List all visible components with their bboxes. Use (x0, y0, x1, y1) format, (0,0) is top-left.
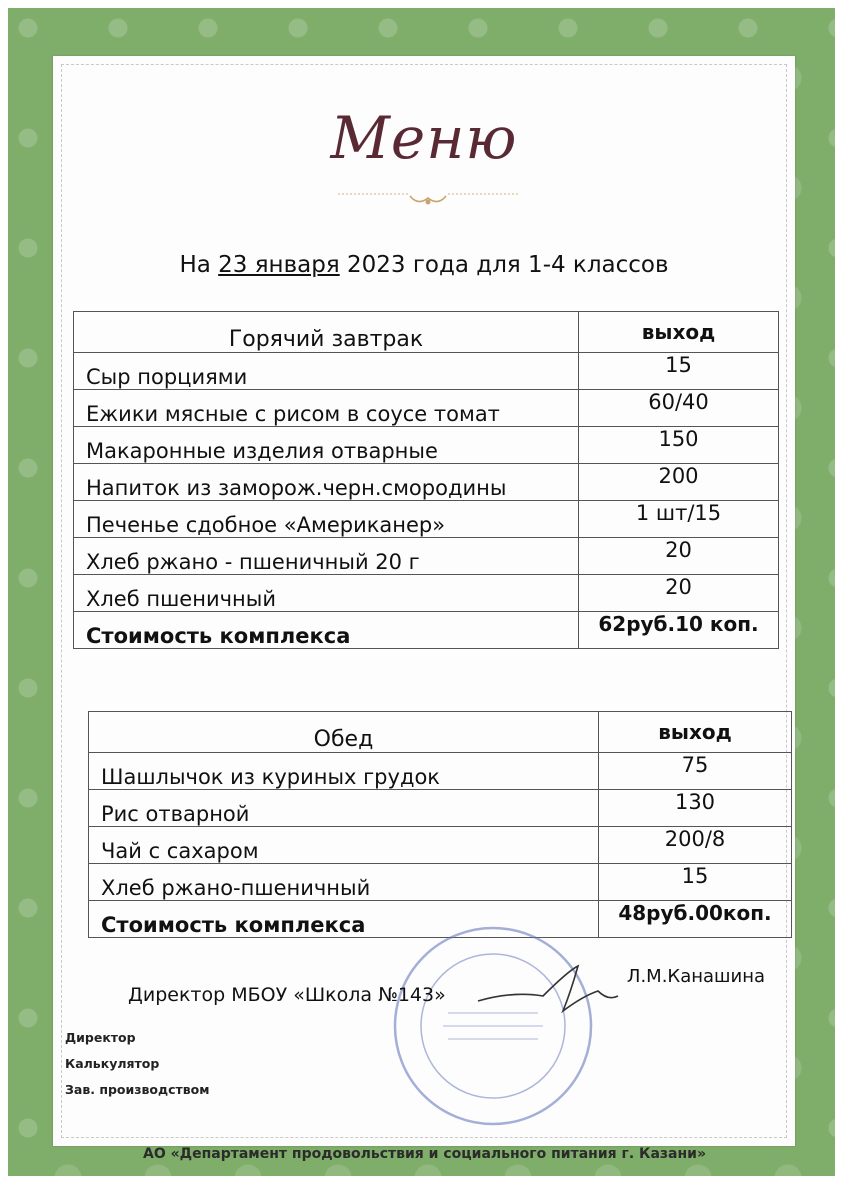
table-row (74, 353, 779, 390)
handwritten-signature (473, 961, 623, 1021)
item-name: Макаронные изделия отварные (74, 427, 579, 464)
item-name: Хлеб ржано - пшеничный 20 г (74, 538, 579, 575)
item-name: Хлеб пшеничный (74, 575, 579, 612)
subtitle-prefix: На (179, 252, 219, 278)
footer-label-production: Зав. производством (65, 1082, 210, 1097)
title-ornament (338, 188, 518, 210)
table-row (74, 427, 779, 464)
item-qty: 20 (579, 538, 779, 575)
footer-label-director: Директор (65, 1030, 136, 1045)
table-row (74, 538, 779, 575)
subtitle-suffix: 2023 года для 1-4 классов (339, 252, 669, 278)
table-row (89, 753, 792, 790)
item-qty: 150 (579, 427, 779, 464)
menu-subtitle (53, 252, 795, 278)
total-label: Стоимость комплекса (74, 612, 579, 649)
table-header-row (74, 312, 779, 353)
total-row (74, 612, 779, 649)
item-qty: 1 шт/15 (579, 501, 779, 538)
table-row (74, 464, 779, 501)
table-row (89, 790, 792, 827)
item-qty: 15 (579, 353, 779, 390)
director-name: Л.М.Канашина (626, 966, 765, 987)
director-line: Директор МБОУ «Школа №143» (128, 984, 446, 1006)
menu-card (53, 56, 795, 1146)
item-name: Напиток из заморож.черн.смородины (74, 464, 579, 501)
qty-header: выход (579, 312, 779, 353)
item-name: Чай с сахаром (89, 827, 599, 864)
item-qty: 130 (599, 790, 792, 827)
item-name: Сыр порциями (74, 353, 579, 390)
total-label: Стоимость комплекса (89, 901, 599, 938)
item-name: Хлеб ржано-пшеничный (89, 864, 599, 901)
item-qty: 200/8 (599, 827, 792, 864)
green-background (8, 8, 835, 1176)
item-qty: 60/40 (579, 390, 779, 427)
item-name: Печенье сдобное «Американер» (74, 501, 579, 538)
table-row (74, 501, 779, 538)
breakfast-section-title: Горячий завтрак (74, 312, 579, 353)
breakfast-table (73, 311, 779, 649)
item-qty: 20 (579, 575, 779, 612)
qty-header: выход (599, 712, 792, 753)
table-header-row (89, 712, 792, 753)
total-value: 62руб.10 коп. (579, 612, 779, 649)
subtitle-date: 23 января (218, 252, 340, 278)
item-name: Ежики мясные с рисом в соусе томат (74, 390, 579, 427)
item-name: Шашлычок из куриных грудок (89, 753, 599, 790)
lunch-section-title: Обед (89, 712, 599, 753)
item-qty: 200 (579, 464, 779, 501)
item-qty: 75 (599, 753, 792, 790)
round-stamp (388, 921, 598, 1131)
bottom-note: АО «Департамент продовольствия и социального питания г. Казани» (142, 1146, 707, 1162)
table-row (74, 575, 779, 612)
table-row (89, 864, 792, 901)
item-name: Рис отварной (89, 790, 599, 827)
table-row (74, 390, 779, 427)
table-row (89, 827, 792, 864)
total-value: 48руб.00коп. (599, 901, 792, 938)
footer-label-calculator: Калькулятор (65, 1056, 160, 1071)
menu-title: Меню (330, 104, 518, 172)
lunch-table (88, 711, 792, 938)
item-qty: 15 (599, 864, 792, 901)
